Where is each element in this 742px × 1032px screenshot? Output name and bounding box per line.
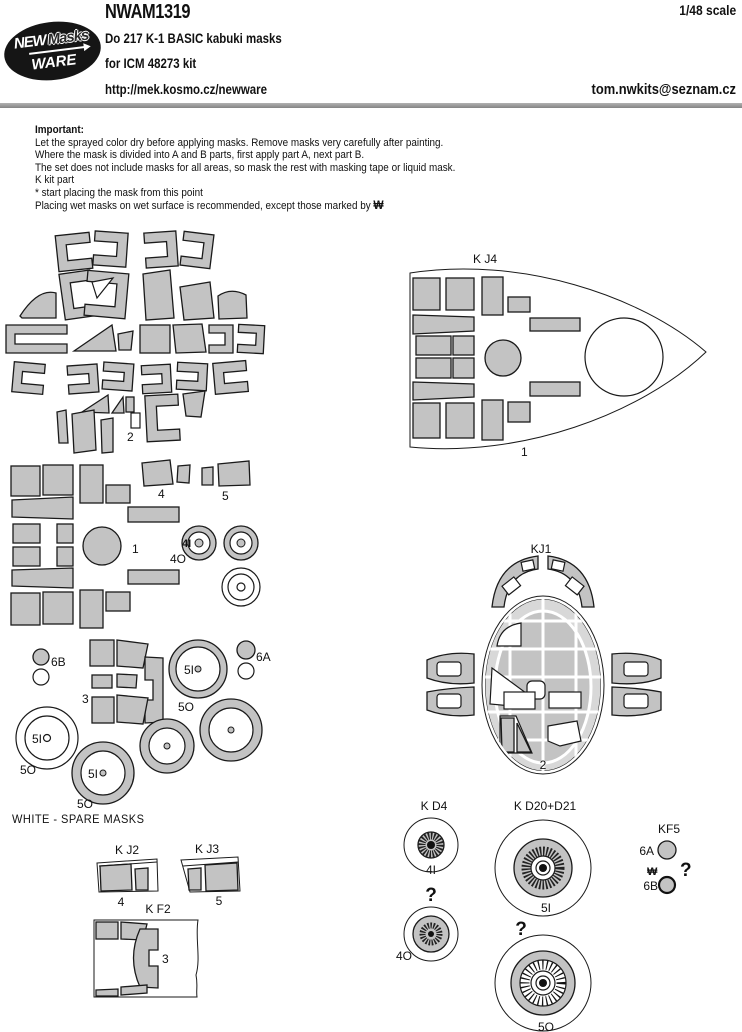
cluster-part-number: 2: [127, 430, 134, 444]
note-line: The set does not include masks for all areas, so mask the rest with masking tape or liquid mask.: [35, 161, 456, 174]
notes-heading: Important:: [35, 124, 84, 136]
kf2-part-number: 3: [162, 952, 169, 966]
no-wet-icon: ₩: [647, 866, 658, 878]
product-code: NWAM1319: [105, 1, 191, 23]
kf5-title: KF5: [657, 822, 681, 836]
label-5o: 5O: [77, 797, 94, 811]
mask-sheet-1: [0, 455, 270, 635]
kj4-title: K J4: [472, 252, 498, 266]
sheet1-part-number: 1: [132, 542, 139, 556]
kj1-diagram: [415, 540, 680, 785]
label-6a: 6A: [256, 650, 271, 664]
kf5-6b-mask: [659, 877, 675, 893]
label-5i: 5I: [88, 767, 99, 781]
kd20-outer-label: 5O: [537, 1020, 555, 1032]
kj2-title: K J2: [114, 843, 140, 857]
label-5i: 5I: [32, 732, 43, 746]
note-line: Let the sprayed color dry before applying masks. Remove masks very carefully after painting.: [35, 136, 444, 149]
website-url: http://mek.kosmo.cz/newware: [105, 81, 268, 97]
kj2-part-number: 4: [117, 895, 125, 909]
logo-word-ware: WARE: [30, 51, 78, 74]
sheet1-ring-masks: [182, 526, 260, 606]
kd4-title: K D4: [420, 799, 448, 813]
sheet1-number4: 4: [158, 487, 165, 501]
kj1-title: KJ1: [530, 542, 552, 556]
kf5-question-mark: ?: [680, 860, 692, 881]
note-line: Placing wet masks on wet surface is recommended, except those marked by ₩: [35, 198, 384, 212]
note-line: Where the mask is divided into A and B parts, first apply part A, next part B.: [35, 149, 365, 161]
kf2-title: K F2: [145, 902, 171, 916]
kd20-question-mark: ?: [515, 919, 527, 940]
kit-reference: for ICM 48273 kit: [105, 55, 197, 71]
label-5o: 5O: [20, 763, 37, 777]
kd4-inner-label: 4I: [425, 863, 437, 877]
kd4-question-mark: ?: [425, 885, 437, 906]
scale-label: 1/48 scale: [679, 2, 736, 18]
note-line: K kit part: [35, 174, 75, 186]
sheet-title: Do 217 K-1 BASIC kabuki masks: [105, 30, 282, 46]
kd4-outer-label: 4O: [396, 949, 413, 963]
kd20-title: K D20+D21: [513, 799, 577, 813]
label-3: 3: [82, 692, 89, 706]
kf5-6a-mask: [658, 841, 676, 859]
wheel-5o: [495, 935, 591, 1031]
header-divider: [0, 103, 742, 108]
newware-logo: [1, 16, 104, 85]
kd20-inner-label: 5I: [540, 901, 552, 915]
wheel-masks-diagrams: [385, 795, 705, 1032]
no-wet-icon: ₩: [373, 198, 384, 212]
kf5-6b-label: 6B: [643, 879, 658, 893]
kj4-window-circle: [585, 318, 663, 396]
canopy-cluster-diagram: [0, 225, 320, 460]
logo-word-masks: Masks: [46, 26, 90, 49]
label-5i: 5I: [184, 663, 195, 677]
sheet1-ring-inner-label: 4I: [182, 538, 192, 550]
kf2-diagram: [85, 898, 215, 1008]
note-line: * start placing the mask from this point: [35, 186, 203, 199]
kj3-part-number: 5: [215, 894, 223, 908]
important-notes: [35, 124, 502, 213]
kj4-part-number: 1: [521, 445, 528, 459]
kf5-6a-label: 6A: [639, 844, 654, 858]
kj4-diagram: [400, 248, 742, 460]
label-5o: 5O: [178, 700, 195, 714]
label-6b: 6B: [51, 655, 66, 669]
mask-sheet-2: [0, 630, 290, 815]
kj3-title: K J3: [194, 842, 220, 856]
contact-email: tom.nwkits@seznam.cz: [591, 81, 736, 98]
sheet1-number5: 5: [222, 489, 229, 503]
logo-word-new: NEW: [12, 31, 47, 53]
sheet1-ring-outer-label: 4O: [170, 552, 187, 566]
wheel-4o: [404, 907, 458, 961]
canopy-mask-shapes: [6, 231, 265, 453]
spare-masks-note: WHITE - SPARE MASKS: [12, 812, 145, 826]
kj1-part-number: 2: [539, 758, 547, 772]
